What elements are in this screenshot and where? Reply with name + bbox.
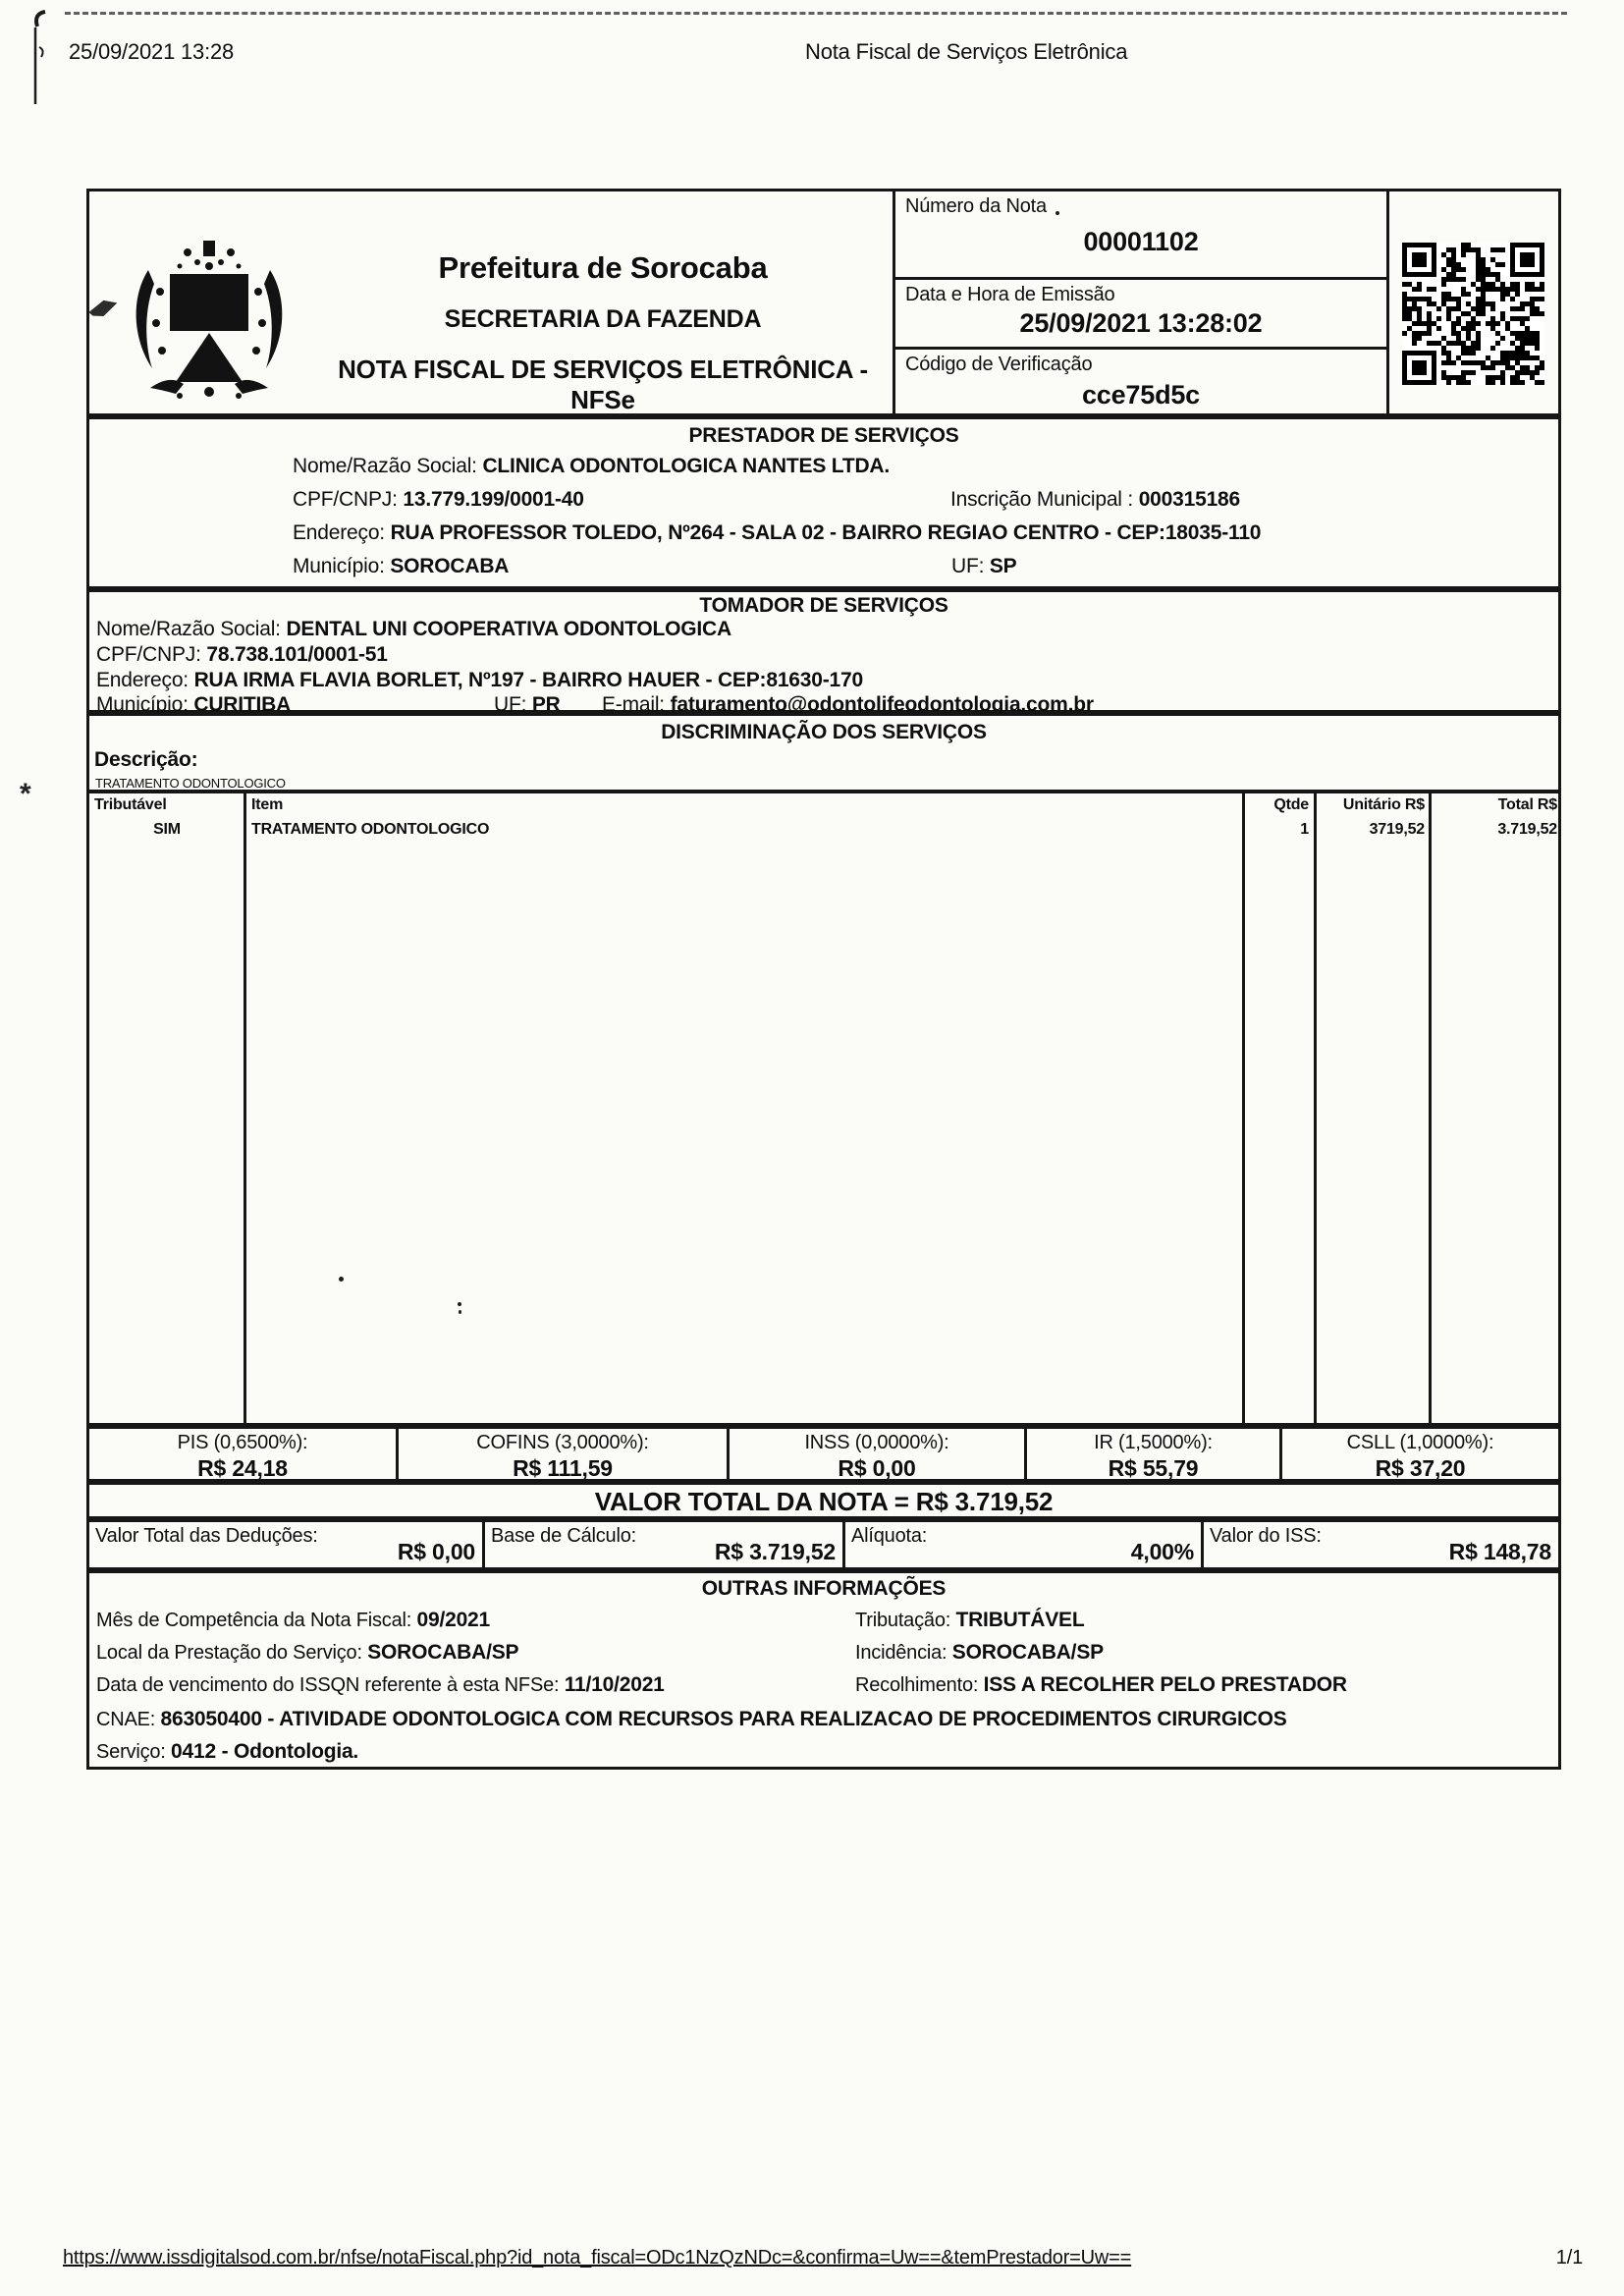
prestador-box [86, 416, 1561, 589]
tomador-endereco-label: Endereço: [96, 669, 189, 691]
tax-pis-label: PIS (0,6500%): [177, 1432, 308, 1453]
calc-cell-aliquota [842, 1522, 1201, 1567]
prestador-cnpj-label: CPF/CNPJ: [293, 488, 398, 511]
incidencia-label: Incidência: [855, 1642, 947, 1664]
valor-total-line: VALOR TOTAL DA NOTA = R$ 3.719,52 [594, 1487, 1054, 1516]
tributacao-row [855, 1609, 1084, 1632]
tax-cell-cofins [396, 1429, 727, 1482]
print-datetime: 25/09/2021 13:28 [69, 39, 235, 64]
recolhimento-value: ISS A RECOLHER PELO PRESTADOR [983, 1673, 1347, 1696]
prestador-uf-label: UF: [951, 555, 985, 577]
cnae-label: CNAE: [96, 1709, 156, 1730]
tax-cell-inss [727, 1429, 1024, 1482]
page-indicator: 1/1 [1555, 2247, 1583, 2269]
tax-ir-value: R$ 55,79 [1108, 1455, 1199, 1481]
city-title: Prefeitura de Sorocaba [438, 250, 768, 285]
servicos-table [89, 790, 1558, 1423]
col-header-total: Total R$ [1497, 796, 1557, 813]
qr-code [1402, 243, 1544, 385]
prestador-cnpj-value: 13.779.199/0001-40 [403, 488, 584, 511]
nota-number-value: 00001102 [1083, 227, 1199, 256]
tomador-uf-label: UF: [494, 693, 527, 716]
table-row-total: 3.719,52 [1497, 821, 1557, 838]
header-right-cell [1389, 191, 1558, 415]
tributacao-label: Tributação: [855, 1610, 951, 1631]
local-prestacao-row [96, 1641, 518, 1665]
recolhimento-label: Recolhimento: [855, 1674, 979, 1696]
table-row-qtde: 1 [1300, 821, 1309, 838]
emission-row [895, 280, 1386, 350]
vencimento-value: 11/10/2021 [564, 1673, 665, 1696]
tomador-endereco-value: RUA IRMA FLAVIA BORLET, Nº197 - BAIRRO HAUER - CEP:81630-170 [193, 669, 863, 691]
scan-star-speck: * [20, 778, 31, 810]
servicos-section-title: DISCRIMINAÇÃO DOS SERVIÇOS [661, 721, 987, 743]
tomador-endereco-row [96, 669, 863, 692]
mes-competencia-label: Mês de Competência da Nota Fiscal: [96, 1610, 412, 1631]
verification-value: cce75d5c [1081, 380, 1200, 410]
table-divider [1242, 793, 1245, 1423]
prestador-im-row [950, 488, 1240, 512]
tomador-box [86, 589, 1561, 716]
table-row-item: TRATAMENTO ODONTOLOGICO [251, 821, 490, 838]
prestador-im-label: Inscrição Municipal : [950, 488, 1134, 511]
prestador-uf-value: SP [989, 555, 1017, 577]
tomador-nome-label: Nome/Razão Social: [96, 618, 281, 640]
table-divider [244, 793, 246, 1423]
department-title: SECRETARIA DA FAZENDA [444, 305, 762, 333]
tomador-section-title: TOMADOR DE SERVIÇOS [699, 594, 948, 617]
tax-inss-value: R$ 0,00 [838, 1455, 916, 1481]
nota-number-row [895, 191, 1386, 280]
tomador-cnpj-row [96, 643, 388, 667]
tax-inss-label: INSS (0,0000%): [804, 1432, 949, 1453]
prestador-endereco-value: RUA PROFESSOR TOLEDO, Nº264 - SALA 02 - BAIRRO REGIAO CENTRO - CEP:18035-110 [390, 521, 1262, 544]
col-header-tributavel: Tributável [94, 796, 167, 813]
col-header-unitario: Unitário R$ [1342, 796, 1425, 813]
base-label: Base de Cálculo: [491, 1525, 637, 1547]
calc-cell-iss [1201, 1522, 1558, 1567]
valor-total-box [86, 1482, 1561, 1519]
tax-cell-pis [89, 1429, 396, 1482]
mes-competencia-value: 09/2021 [416, 1609, 491, 1631]
tax-cell-ir [1024, 1429, 1279, 1482]
tomador-nome-row [96, 618, 731, 641]
col-header-qtde: Qtde [1273, 796, 1309, 813]
prestador-cnpj-row [293, 488, 584, 512]
tributacao-value: TRIBUTÁVEL [955, 1609, 1085, 1631]
prestador-nome-value: CLINICA ODONTOLOGICA NANTES LTDA. [482, 455, 891, 477]
emission-value: 25/09/2021 13:28:02 [1019, 308, 1263, 338]
cnae-value: 863050400 - ATIVIDADE ODONTOLOGICA COM RECURSOS PARA REALIZACAO DE PROCEDIMENTOS CIRURGICOS [160, 1708, 1287, 1730]
prestador-nome-row [293, 455, 890, 478]
incidencia-row [855, 1641, 1104, 1665]
print-doc-title: Nota Fiscal de Serviços Eletrônica [805, 39, 1128, 64]
iss-label: Valor do ISS: [1210, 1525, 1322, 1547]
scan-staple-mark [26, 8, 59, 110]
prestador-municipio-label: Município: [293, 555, 385, 577]
incidencia-value: SOROCABA/SP [951, 1641, 1104, 1664]
prestador-municipio-row [293, 555, 509, 578]
prestador-section-title: PRESTADOR DE SERVIÇOS [688, 424, 959, 447]
local-prestacao-value: SOROCABA/SP [367, 1641, 519, 1664]
cnae-row [96, 1708, 1287, 1731]
tomador-cnpj-value: 78.738.101/0001-51 [206, 643, 388, 666]
servico-label: Serviço: [96, 1741, 166, 1763]
aliquota-value: 4,00% [1130, 1539, 1194, 1564]
prestador-uf-row [951, 555, 1017, 578]
vencimento-row [96, 1673, 665, 1697]
header-left-cell [89, 191, 893, 415]
local-prestacao-label: Local da Prestação do Serviço: [96, 1642, 362, 1664]
verification-row [895, 350, 1386, 415]
mes-competencia-row [96, 1609, 490, 1632]
impostos-box [86, 1426, 1561, 1482]
tomador-municipio-value: CURITIBA [193, 693, 292, 716]
prestador-endereco-label: Endereço: [293, 521, 385, 544]
tax-ir-label: IR (1,5000%): [1094, 1432, 1213, 1453]
invoice-header-box [86, 189, 1561, 416]
calc-cell-base [482, 1522, 842, 1567]
scan-dashed-line [65, 12, 1567, 15]
tax-csll-value: R$ 37,20 [1375, 1455, 1466, 1481]
iss-value: R$ 148,78 [1448, 1539, 1551, 1564]
prestador-municipio-value: SOROCABA [390, 555, 510, 577]
sorocaba-coat-of-arms [111, 233, 307, 402]
deducoes-label: Valor Total das Deduções: [95, 1525, 318, 1547]
verification-label: Código de Verificação [905, 354, 1093, 375]
tax-cofins-label: COFINS (3,0000%): [476, 1432, 649, 1453]
emission-label: Data e Hora de Emissão [905, 284, 1115, 305]
tomador-email-value: faturamento@odontolifeodontologia.com.br [670, 693, 1094, 716]
vencimento-label: Data de vencimento do ISSQN referente à esta NFSe: [96, 1674, 560, 1696]
base-value: R$ 3.719,52 [714, 1539, 836, 1564]
calc-cell-deducoes [89, 1522, 482, 1567]
deducoes-value: R$ 0,00 [397, 1539, 475, 1564]
servicos-box [86, 713, 1561, 1426]
tax-pis-value: R$ 24,18 [197, 1455, 288, 1481]
servico-row [96, 1740, 358, 1764]
prestador-endereco-row [293, 521, 1261, 545]
tax-csll-label: CSLL (1,0000%): [1346, 1432, 1494, 1453]
doc-type-title: NOTA FISCAL DE SERVIÇOS ELETRÔNICA - NFSe [338, 355, 868, 414]
calculo-box [86, 1519, 1561, 1570]
tax-cell-csll [1279, 1429, 1558, 1482]
tomador-nome-value: DENTAL UNI COOPERATIVA ODONTOLOGICA [286, 618, 731, 640]
tax-cofins-value: R$ 111,59 [513, 1455, 613, 1481]
nota-number-label: Número da Nota [905, 195, 1047, 217]
table-divider [1314, 793, 1317, 1423]
footer-url: https://www.issdigitalsod.com.br/nfse/notaFiscal.php?id_nota_fiscal=ODc1NzQzNDc=&confirma=Uw==&temPrestador=Uw== [63, 2247, 1132, 2269]
descricao-value: TRATAMENTO ODONTOLOGICO [95, 776, 286, 791]
outras-box [86, 1570, 1561, 1770]
outras-section-title: OUTRAS INFORMAÇÕES [701, 1577, 947, 1600]
header-middle-cell [893, 191, 1389, 415]
prestador-nome-label: Nome/Razão Social: [293, 455, 477, 477]
servico-value: 0412 - Odontologia. [171, 1740, 359, 1763]
descricao-label: Descrição: [94, 748, 198, 771]
table-row-unitario: 3719,52 [1369, 821, 1425, 838]
tomador-municipio-label: Município: [96, 693, 189, 716]
tomador-email-label: E-mail: [602, 693, 665, 716]
aliquota-label: Alíquota: [851, 1525, 928, 1547]
recolhimento-row [855, 1673, 1347, 1697]
table-row-tributavel: SIM [153, 821, 181, 838]
col-header-item: Item [251, 796, 284, 813]
tomador-cnpj-label: CPF/CNPJ: [96, 643, 201, 666]
prestador-im-value: 000315186 [1138, 488, 1241, 511]
tomador-uf-value: PR [531, 693, 561, 716]
table-divider [1429, 793, 1432, 1423]
